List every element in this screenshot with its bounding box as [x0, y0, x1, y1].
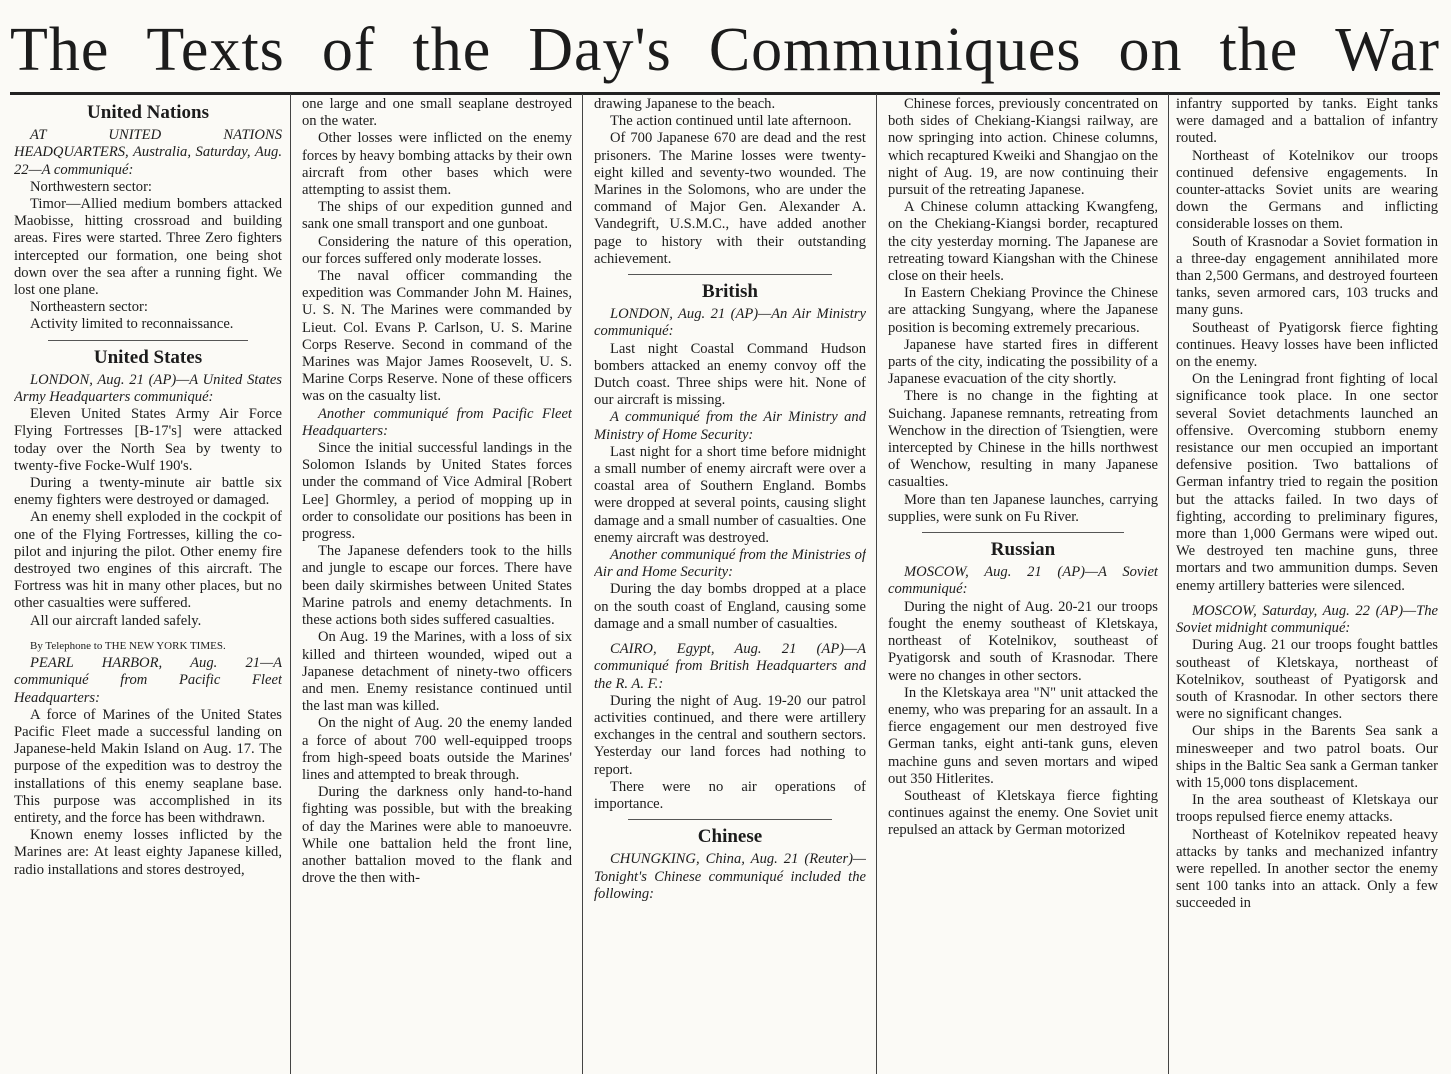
- paragraph: There were no air operations of importance.: [594, 778, 866, 812]
- column-2: [302, 96, 572, 1074]
- paragraph: On the Leningrad front fighting of local significance took place. In one sector several Soviet detachments launched an offensive. Overcoming stubborn enemy resistance our men occupied an important defensive position. Two battalions of German infantry tried to regain the position but the attacks failed. In two days of fighting, according to preliminary figures, more than 1,000 Germans were wiped out. We destroyed ten machine guns, three mortars and two ammunition dumps. Seven enemy artillery batteries were silenced.: [1176, 371, 1438, 594]
- section-heading-chinese: Chinese: [697, 826, 763, 848]
- paragraph: Our ships in the Barents Sea sank a minesweeper and two patrol boats. Our ships in the Baltic Sea sank a German tanker with 15,000 tons displacement.: [1176, 723, 1438, 791]
- paragraph: Southeast of Kletskaya fierce fighting continues against the enemy. One Soviet unit repulsed an attack by German motorized: [888, 787, 1158, 839]
- dateline: LONDON, Aug. 21 (AP)—An Air Ministry communiqué:: [594, 306, 866, 340]
- headline-word: The: [10, 16, 110, 84]
- dateline: PEARL HARBOR, Aug. 21—A communiqué from Pacific Fleet Headquarters:: [14, 655, 282, 706]
- divider: [48, 340, 248, 341]
- paragraph: On the night of Aug. 20 the enemy landed a force of about 700 well-equipped troops from high-speed boats outside the Marines' lines and attempted to break through.: [302, 715, 572, 783]
- headline-word: Texts: [146, 16, 285, 84]
- paragraph: Northeast of Kotelnikov repeated heavy attacks by tanks and mechanized infantry were repelled. In another sector the enemy sent 100 tanks into an attack. Only a few succeeded in: [1176, 826, 1438, 912]
- column-rule: [1168, 94, 1169, 1074]
- paragraph: In the Kletskaya area "N" unit attacked the enemy, who was preparing for an assault. In a fierce engagement our men destroyed five German tanks, eight anti-tank guns, eleven machine guns and seven mortars and wiped out 350 Hitlerites.: [888, 684, 1158, 787]
- paragraph: A force of Marines of the United States Pacific Fleet made a successful landing on Japanese-held Makin Island on Aug. 17. The purpose of the expedition was to destroy the installations of this enemy seaplane base. This purpose was accomplished in its entirety, and the force has been withdrawn.: [14, 706, 282, 826]
- paragraph: An enemy shell exploded in the cockpit of one of the Flying Fortresses, killing the co-pilot and injuring the pilot. Other enemy fire destroyed two engines of this aircraft. The Fortress was hit in many other places, but no other casualties were suffered.: [14, 509, 282, 612]
- column-1: [14, 96, 282, 1074]
- paragraph: A Chinese column attacking Kwangfeng, on the Chekiang-Kiangsi border, recaptured the city yesterday morning. The Japanese are retreating toward Kiangshan with the Chinese close on their heels.: [888, 199, 1158, 285]
- paragraph: Northwestern sector:: [30, 178, 152, 195]
- paragraph: Last night Coastal Command Hudson bombers attacked an enemy convoy off the Dutch coast. Three ships were hit. None of our aircraft is missing.: [594, 340, 866, 409]
- section-heading-united-nations: United Nations: [87, 102, 209, 123]
- dateline: CHUNGKING, China, Aug. 21 (Reuter)—Tonight's Chinese communiqué included the following:: [594, 851, 866, 902]
- paragraph: Since the initial successful landings in the Solomon Islands by United States forces under the command of Vice Admiral [Robert Lee] Ghormley, a period of mopping up in order to consolidate our positions has been in progress.: [302, 440, 572, 543]
- paragraph: There is no change in the fighting at Suichang. Japanese remnants, retreating from Wenchow in the direction of Tsiengtien, were intercepted by Chinese in the hills northwest of Wenchow, resulting in many Japanese casualties.: [888, 388, 1158, 491]
- section-heading-russian: Russian: [990, 539, 1056, 561]
- paragraph: Activity limited to reconnaissance.: [30, 316, 234, 333]
- paragraph: Eleven United States Army Air Force Flying Fortresses [B-17's] were attacked today over the North Sea by twenty to twenty-five Focke-Wulf 190's.: [14, 406, 282, 474]
- paragraph: Of 700 Japanese 670 are dead and the rest prisoners. The Marine losses were twenty-eight killed and seventy-two wounded. The Marines in the Solomons, who are under the command of Major Gen. Alexander A. Vandegrift, U.S.M.C., have added another page to history with their outstanding achievement.: [594, 130, 866, 267]
- headline-word: of: [321, 16, 376, 84]
- column-4: [888, 96, 1158, 1074]
- dateline: MOSCOW, Saturday, Aug. 22 (AP)—The Soviet midnight communiqué:: [1176, 602, 1438, 637]
- section-heading-british: British: [702, 281, 758, 303]
- paragraph: In Eastern Chekiang Province the Chinese are attacking Sungyang, where the Japanese position is becoming extremely precarious.: [888, 285, 1158, 336]
- dateline: MOSCOW, Aug. 21 (AP)—A Soviet communiqué:: [888, 564, 1158, 598]
- headline-word: the: [1219, 16, 1299, 84]
- paragraph: The action continued until late afternoon.: [610, 113, 852, 130]
- paragraph: The Japanese defenders took to the hills and jungle to escape our forces. There have been daily skirmishes between United States Marine patrols and enemy detachments. In these actions both sides suffered casualties.: [302, 543, 572, 629]
- paragraph: Northeastern sector:: [30, 299, 148, 316]
- column-3: [594, 96, 866, 1074]
- paragraph: Japanese have started fires in different parts of the city, indicating the possibility of a Japanese evacuation of the city shortly.: [888, 336, 1158, 388]
- paragraph: infantry supported by tanks. Eight tanks were damaged and a battalion of infantry routed.: [1176, 96, 1438, 147]
- divider: [628, 274, 832, 275]
- paragraph: Northeast of Kotelnikov our troops continued defensive engagements. In counter-attacks Soviet units are wearing down the Germans and inflicting considerable losses on them.: [1176, 147, 1438, 233]
- divider: [922, 532, 1124, 533]
- headline-word: Day's: [528, 16, 672, 84]
- dateline: Another communiqué from the Ministries of Air and Home Security:: [594, 547, 866, 581]
- paragraph: In the area southeast of Kletskaya our troops repulsed fierce enemy attacks.: [1176, 792, 1438, 826]
- dateline: LONDON, Aug. 21 (AP)—A United States Army Headquarters communiqué:: [14, 371, 282, 406]
- column-rule: [876, 94, 877, 1074]
- dateline: Another communiqué from Pacific Fleet Headquarters:: [302, 405, 572, 439]
- paragraph: All our aircraft landed safely.: [30, 612, 202, 629]
- paragraph: Chinese forces, previously concentrated on both sides of Chekiang-Kiangsi railway, are now springing into action. Chinese columns, which recaptured Kweiki and Shangjao on the night of Aug. 19, are now continuing their pursuit of the retreating Japanese.: [888, 96, 1158, 199]
- paragraph: Timor—Allied medium bombers attacked Maobisse, hitting crossroad and building areas. Fires were started. Three Zero fighters intercepted our formation, one being shot down over the sea after a running fight. We lost one plane.: [14, 196, 282, 299]
- paragraph: During Aug. 21 our troops fought battles southeast of Kletskaya, northeast of Kotelnikov, southeast of Pyatigorsk and south of Krasnodar. In other sectors there were no significant changes.: [1176, 637, 1438, 723]
- column-rule: [290, 94, 291, 1074]
- headline-word: the: [412, 16, 492, 84]
- column-5: [1176, 96, 1438, 1074]
- paragraph: Last night for a short time before midnight a small number of enemy aircraft were over a coastal area of Southern England. Bombs were dropped at several points, causing slight damage and a small number of casualties. One enemy aircraft was destroyed.: [594, 443, 866, 546]
- paragraph: Southeast of Pyatigorsk fierce fighting continues. Heavy losses have been inflicted on the enemy.: [1176, 319, 1438, 371]
- paragraph: Known enemy losses inflicted by the Marines are: At least eighty Japanese killed, radio installations and stores destroyed,: [14, 827, 282, 878]
- dateline: AT UNITED NATIONS HEADQUARTERS, Australia, Saturday, Aug. 22—A communiqué:: [14, 127, 282, 178]
- paragraph: During the day bombs dropped at a place on the south coast of England, causing some damage and a small number of casualties.: [594, 581, 866, 632]
- paragraph: During the night of Aug. 19-20 our patrol activities continued, and there were artillery exchanges in the central and southern sectors. Yesterday our land forces had nothing to report.: [594, 692, 866, 778]
- paragraph: The naval officer commanding the expedition was Commander John M. Haines, U. S. N. The Marines were commanded by Lieut. Col. Evans P. Carlson, U. S. Marine Corps Reserve. Second in command of the Marines was Major James Roosevelt, U. S. Marine Corps Reserve. None of these officers was on the casualty list.: [302, 268, 572, 405]
- paragraph: More than ten Japanese launches, carrying supplies, were sunk on Fu River.: [888, 491, 1158, 525]
- paragraph: During a twenty-minute air battle six enemy fighters were destroyed or damaged.: [14, 475, 282, 509]
- paragraph: On Aug. 19 the Marines, with a loss of six killed and thirteen wounded, wiped out a Japanese detachment of ninety-two officers and men. Enemy resistance continued until the last man was killed.: [302, 629, 572, 715]
- byline-credit: By Telephone to THE NEW YORK TIMES.: [30, 639, 226, 652]
- dateline: A communiqué from the Air Ministry and Ministry of Home Security:: [594, 409, 866, 443]
- paragraph: Other losses were inflicted on the enemy forces by heavy bombing attacks by their own aircraft from other bases which were attempting to assist them.: [302, 130, 572, 199]
- section-heading-united-states: United States: [93, 346, 203, 368]
- paragraph: Considering the nature of this operation, our forces suffered only moderate losses.: [302, 233, 572, 267]
- headline-word: Communiques: [708, 16, 1082, 84]
- paragraph: During the night of Aug. 20-21 our troops fought the enemy southeast of Kletskaya, northeast of Kotelnikov, southeast of Pyatigorsk and south of Krasnodar. There were no changes in other sectors.: [888, 598, 1158, 684]
- paragraph: drawing Japanese to the beach.: [594, 96, 776, 112]
- paragraph: South of Krasnodar a Soviet formation in a three-day engagement annihilated more than 2,500 Germans, and destroyed fourteen tanks, seven armored cars, 103 trucks and many guns.: [1176, 233, 1438, 319]
- column-rule: [582, 94, 583, 1074]
- dateline: CAIRO, Egypt, Aug. 21 (AP)—A communiqué from British Headquarters and the R. A. F.:: [594, 641, 866, 692]
- divider: [628, 819, 832, 820]
- headline-word: War: [1335, 16, 1440, 84]
- page-headline: [10, 8, 1440, 95]
- paragraph: one large and one small seaplane destroyed on the water.: [302, 96, 572, 130]
- paragraph: The ships of our expedition gunned and sank one small transport and one gunboat.: [302, 199, 572, 233]
- headline-word: on: [1118, 16, 1183, 84]
- paragraph: During the darkness only hand-to-hand fighting was possible, but with the breaking of day the Marines were able to manoeuvre. While one battalion held the front line, another battalion moved to the flank and drove the then with-: [302, 784, 572, 887]
